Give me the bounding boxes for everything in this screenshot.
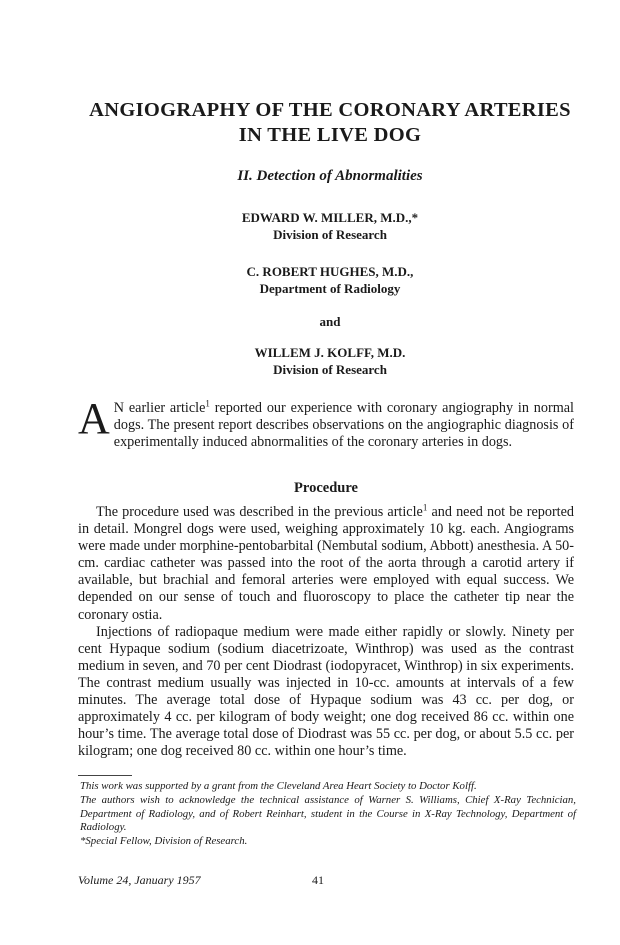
section-heading-procedure: Procedure	[294, 480, 358, 496]
intro-paragraph	[78, 394, 574, 451]
author-block-hughes	[120, 263, 540, 297]
procedure-paragraph-2: Injections of radiopaque medium were made either rapidly or slowly. Ninety per cent Hypaque sodium (sodium diacetrizoate, Winthrop) was used as the contrast medium in seven, and 70 per cent Diodrast (iodopyracet, Winthrop) in six experiments. The contrast medium usually was injected in 10-cc. amounts at intervals of a few minutes. The average total dose of Hypaque sodium was 43 cc. per dog, or approximately 4 cc. per kilogram of body weight; one dog received 86 cc. within one hour’s time. The average total dose of Diodrast was 55 cc. per dog, or about 5.5 cc. per kilogram; one dog received 80 cc. within one hour’s time.	[78, 623, 574, 760]
intro-text-end: reported our experience with coronary angiography in normal dogs. The present report describes observations on the angiographic diagnosis of experimentally induced abnormalities of the coronary arteries in dogs.	[113, 400, 574, 451]
journal-volume-date: Volume 24, January 1957	[78, 873, 201, 887]
author-block-miller	[120, 209, 540, 243]
author-name: EDWARD W. MILLER, M.D.,*	[241, 210, 419, 225]
footnote-divider	[78, 775, 132, 776]
author-block-kolff	[120, 344, 540, 378]
intro-text-start: N earlier article	[113, 400, 206, 416]
procedure-section	[78, 504, 574, 760]
footnote-fellow: *Special Fellow, Division of Research.	[80, 835, 248, 848]
article-title	[60, 98, 600, 148]
procedure-paragraph-1	[78, 504, 574, 624]
reference-marker: 1	[422, 502, 428, 513]
reference-marker: 1	[205, 398, 210, 409]
footnote-funding: This work was supported by a grant from the Cleveland Area Heart Society to Doctor Kolff.	[80, 780, 477, 792]
title-line-1: ANGIOGRAPHY OF THE CORONARY ARTERIES	[89, 99, 571, 121]
article-subtitle: II. Detection of Abnormalities	[237, 168, 423, 184]
page-number: 41	[312, 873, 324, 887]
drop-cap: A	[78, 394, 110, 443]
author-name: WILLEM J. KOLFF, M.D.	[254, 345, 406, 360]
author-conjunction: and	[319, 314, 341, 329]
paragraph-text-start: The procedure used was described in the previous article	[96, 504, 423, 520]
author-affiliation: Division of Research	[273, 227, 387, 242]
author-affiliation: Division of Research	[273, 362, 387, 377]
author-name: C. ROBERT HUGHES, M.D.,	[246, 264, 414, 279]
title-line-2: IN THE LIVE DOG	[238, 124, 422, 146]
footnote-acknowledgment: The authors wish to acknowledge the technical assistance of Warner S. Williams, Chief X-Ray Technician, Department of Radiology, and of Robert Reinhart, student in the Course in X-Ray Technology, Department of Radiology.	[80, 793, 576, 834]
footnotes	[80, 780, 576, 849]
paragraph-text-end: and need not be reported in detail. Mongrel dogs were used, weighing approximately 10 kg. each. Angiograms were made under morphine-pentobarbital (Nembutal sodium, Abbott) anesthesia. A 50-cm. cardiac catheter was passed into the root of the aorta through a carotid artery if available, but brachial and femoral arteries were employed with equal success. We depended on our sense of touch and fluoroscopy to place the catheter tip near the coronary ostia.	[78, 504, 574, 623]
author-affiliation: Department of Radiology	[259, 281, 401, 296]
